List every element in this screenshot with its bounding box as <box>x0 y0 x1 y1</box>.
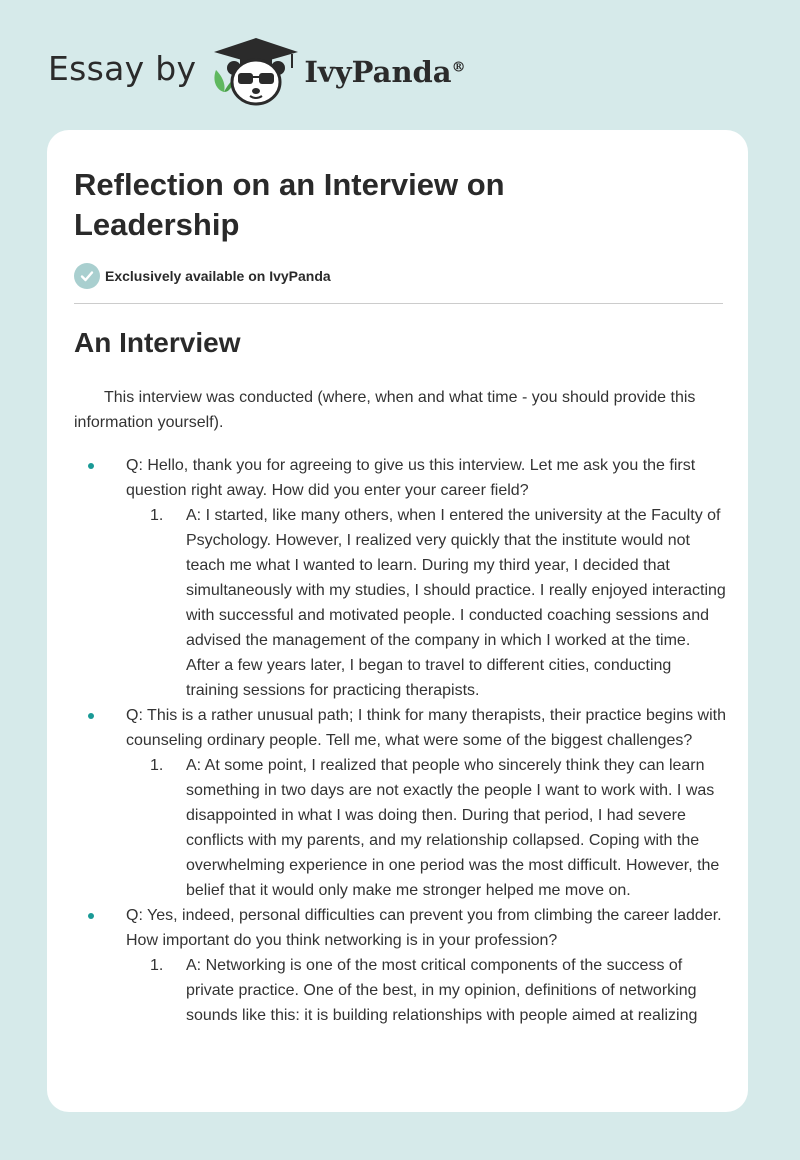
answer-text: A: I started, like many others, when I entered the university at the Faculty of Psychology. However, I realized very quickly that the institute would not teach me what I wanted to learn. During my third year, I decided that simultaneously with my studies, I should practice. I really enjoyed interacting with successful and motivated people. I conducted coaching sessions and advised the management of the company in which I worked at the time. After a few years later, I began to travel to different cities, conducting training sessions for practicing therapists. <box>186 507 726 699</box>
registered-mark: ® <box>451 59 466 76</box>
list-item <box>74 903 726 1028</box>
list-item <box>74 453 726 703</box>
check-icon <box>74 263 100 289</box>
section-heading: An Interview <box>74 327 241 358</box>
answer-item <box>126 503 726 703</box>
page-title: Reflection on an Interview on Leadership <box>74 167 505 242</box>
article-card <box>47 130 748 1112</box>
answer-list <box>126 753 726 903</box>
badge-label: Exclusively available on IvyPanda <box>105 268 331 284</box>
answer-item <box>126 753 726 903</box>
bullet-icon <box>88 913 94 919</box>
answer-item <box>126 953 726 1028</box>
bullet-icon <box>88 713 94 719</box>
brand-name: IvyPanda® <box>304 55 466 89</box>
panda-graduate-icon <box>210 36 302 108</box>
question-text: Q: Yes, indeed, personal difficulties can prevent you from climbing the career ladder. How important do you think networking is in your profession? <box>126 907 722 949</box>
brand-prefix: Essay by <box>48 48 197 88</box>
divider <box>74 303 723 304</box>
interview-list <box>74 453 726 1028</box>
list-item <box>74 703 726 903</box>
answer-list <box>126 503 726 703</box>
answer-number: 1. <box>150 957 164 974</box>
answer-list <box>126 953 726 1028</box>
question-text: Q: Hello, thank you for agreeing to give us this interview. Let me ask you the first question right away. How did you enter your career field? <box>126 457 696 499</box>
answer-number: 1. <box>150 507 164 524</box>
bullet-icon <box>88 463 94 469</box>
intro-paragraph: This interview was conducted (where, when and what time - you should provide this information yourself). <box>74 389 696 431</box>
answer-text: A: At some point, I realized that people who sincerely think they can learn something in two days are not exactly the people I want to work with. I was disappointed in what I was doing then. During that period, I had severe conflicts with my parents, and my relationship collapsed. Coping with the overwhelming experience in one period was the most difficult. However, the belief that it would only make me stronger helped me move on. <box>186 757 720 899</box>
exclusive-badge <box>74 263 331 289</box>
answer-text: A: Networking is one of the most critical components of the success of private practice. One of the best, in my opinion, definitions of networking sounds like this: it is building relationships with people aimed at realizing <box>186 957 698 1024</box>
brand-header[interactable] <box>48 36 466 108</box>
question-text: Q: This is a rather unusual path; I think for many therapists, their practice begins with counseling ordinary people. Tell me, what were some of the biggest challenges? <box>126 707 726 749</box>
answer-number: 1. <box>150 757 164 774</box>
